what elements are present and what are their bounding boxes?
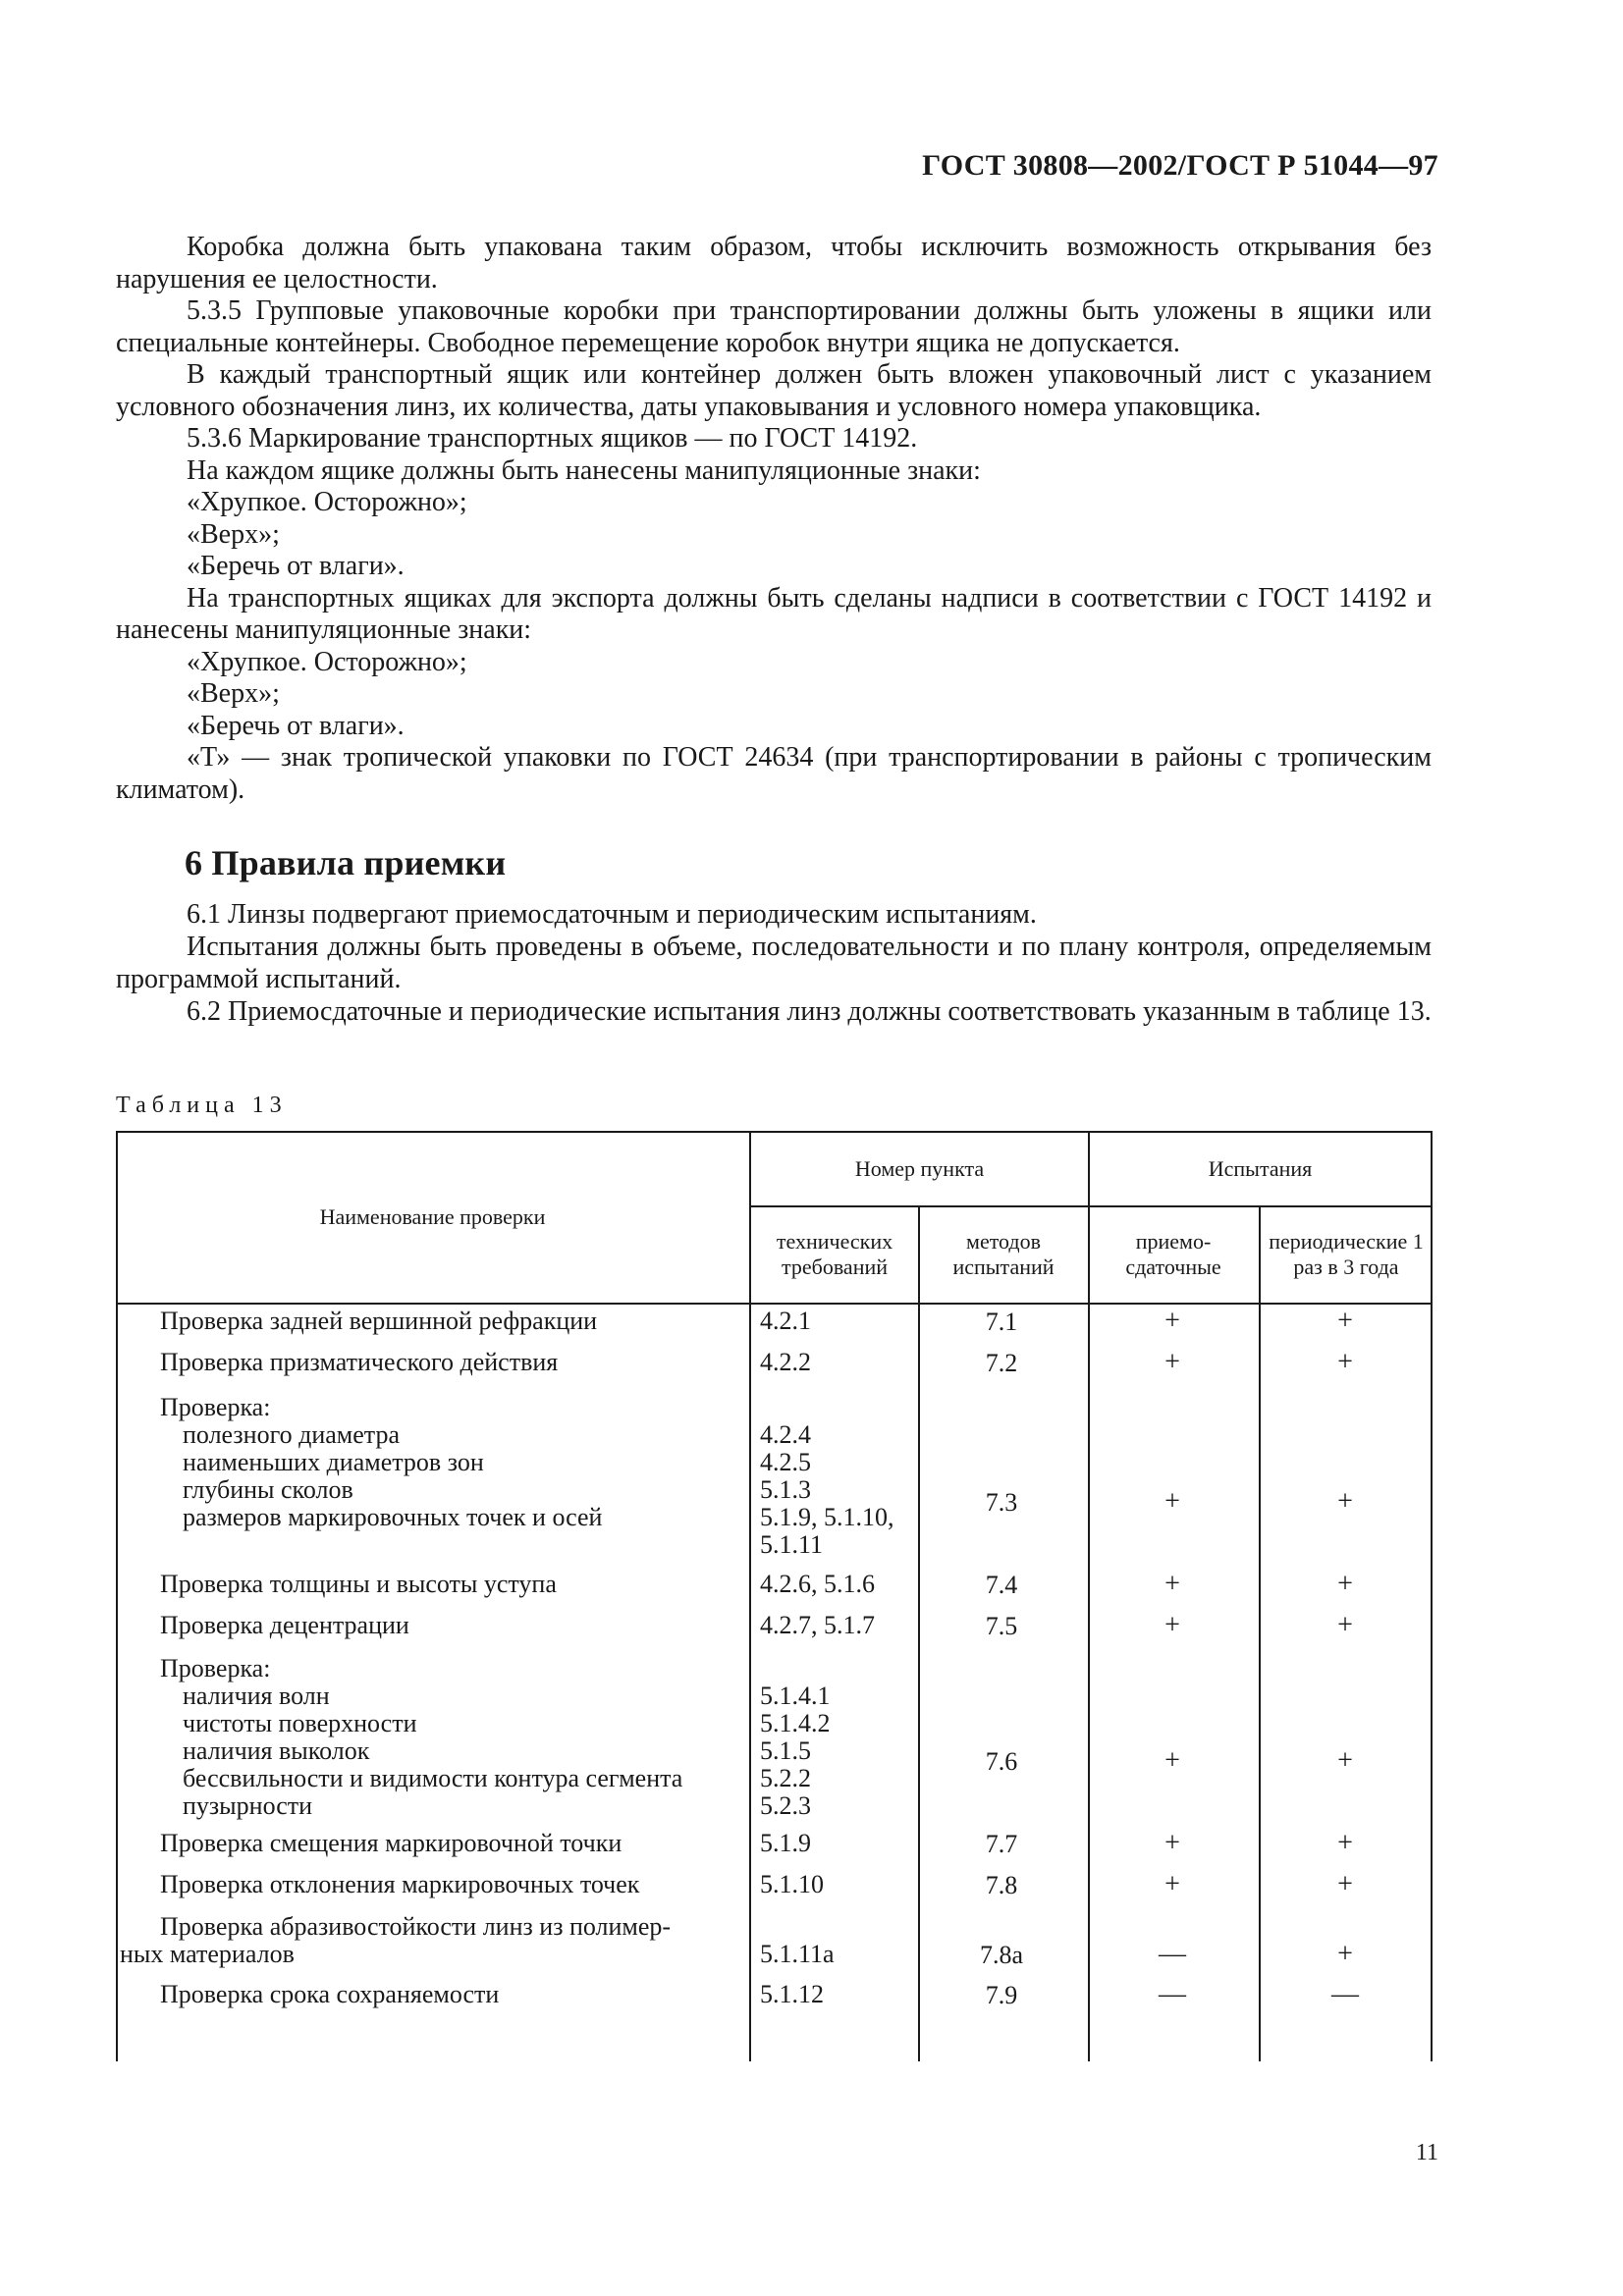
paragraph: «Хрупкое. Осторожно»; [187, 646, 467, 677]
paragraph: На транспортных ящиках для экспорта должны быть сделаны надписи в соответствии с ГОСТ 14192 и нанесены манипуляционные знаки: [116, 582, 1432, 645]
table-row-name: Проверка: наличия волн чистоты поверхности наличия выколок бессвильности и видимости контура сегмента пузырности [116, 1655, 744, 1820]
paragraph: «Хрупкое. Осторожно»; [187, 487, 467, 517]
paragraph: Коробка должна быть упакована таким образом, чтобы исключить возможность открывания без нарушения ее целостности. [116, 232, 1432, 294]
table-line [116, 1303, 1433, 1305]
header-tests-group: Испытания [1208, 1156, 1313, 1181]
table-row-subitem: наличия волн [183, 1682, 330, 1710]
table-row-name: Проверка призматического действия [160, 1348, 559, 1376]
table-cell-methods: 7.7 [985, 1830, 1018, 1858]
table-line [749, 1205, 1433, 1207]
table-cell-req: 5.1.4.1 5.1.4.2 5.1.5 5.2.2 5.2.3 [760, 1682, 831, 1820]
table-caption: Таблица 13 [116, 1093, 288, 1118]
table-cell-periodic: + [1337, 1610, 1353, 1640]
table-cell-periodic: + [1337, 1347, 1353, 1377]
table-cell-periodic: + [1337, 1828, 1353, 1858]
paragraph: 6.1 Линзы подвергают приемосдаточным и периодическим испытаниям. [187, 899, 1037, 930]
body-text-block [116, 232, 1432, 806]
table-cell-acceptance: + [1164, 1486, 1180, 1517]
table-cell-req: 5.1.10 [760, 1870, 824, 1898]
table-cell-periodic: + [1337, 1306, 1353, 1336]
table-row-name: Проверка толщины и высоты уступа [160, 1570, 557, 1598]
paragraph: 5.3.5 Групповые упаковочные коробки при транспортировании должны быть уложены в ящики или специальные контейнеры. Свободное перемещение коробок внутри ящика не допускается. [116, 295, 1432, 358]
table-cell-acceptance: + [1164, 1610, 1180, 1640]
table-cell-methods: 7.8 [985, 1871, 1018, 1899]
table-cell-periodic: + [1337, 1869, 1353, 1899]
table-cell-methods: 7.6 [985, 1747, 1018, 1776]
header-name: Наименование проверки [319, 1204, 546, 1229]
table-row-name: Проверка срока сохраняемости [160, 1980, 500, 2008]
header-req: технических требований [776, 1229, 893, 1279]
header-methods: методов испытаний [952, 1229, 1055, 1279]
table-row-subitem: глубины сколов [183, 1475, 353, 1504]
table-cell-acceptance: + [1164, 1745, 1180, 1776]
paragraph: На каждом ящике должны быть нанесены манипуляционные знаки: [187, 454, 981, 486]
table-row-subitem: наименьших диаметров зон [183, 1448, 484, 1476]
table-cell-acceptance: — [1159, 1979, 1186, 2009]
table-row-name: Проверка децентрации [160, 1611, 409, 1639]
table-line [749, 1131, 751, 2061]
table-cell-periodic: + [1337, 1939, 1353, 1969]
table-line [116, 1131, 1433, 1133]
table-row-name: Проверка задней вершинной рефракции [160, 1307, 598, 1335]
table-cell-req: 5.1.9 [760, 1829, 811, 1857]
table-cell-methods: 7.4 [985, 1571, 1018, 1599]
paragraph: «Верх»; [187, 678, 280, 709]
table-cell-acceptance: + [1164, 1306, 1180, 1336]
table-cell-periodic: + [1337, 1569, 1353, 1599]
table-cell-req: 4.2.2 [760, 1348, 811, 1376]
table-cell-acceptance: + [1164, 1569, 1180, 1599]
paragraph: 5.3.6 Маркирование транспортных ящиков — по ГОСТ 14192. [187, 423, 918, 454]
table-cell-req: 4.2.6, 5.1.6 [760, 1570, 875, 1598]
table-cell-methods: 7.8а [979, 1941, 1024, 1969]
table [116, 1131, 1433, 2061]
paragraph: «Беречь от влаги». [187, 551, 405, 581]
paragraph: В каждый транспортный ящик или контейнер должен быть вложен упаковочный лист с указанием условного обозначения линз, их количества, даты упаковывания и условного номера упаковщика. [116, 359, 1432, 422]
table-cell-acceptance: + [1164, 1347, 1180, 1377]
table-row-name: Проверка: полезного диаметра наименьших диаметров зон глубины сколов размеров маркировочных точек и осей [116, 1394, 744, 1531]
header-periodic: периодические 1 раз в 3 года [1269, 1229, 1424, 1279]
document-header: ГОСТ 30808—2002/ГОСТ Р 51044—97 [922, 149, 1438, 182]
table-row-subitem: наличия выколок [183, 1736, 370, 1765]
table-row-subitem: размеров маркировочных точек и осей [183, 1503, 603, 1531]
table-cell-req: 5.1.11а [760, 1940, 835, 1968]
section-title: 6 Правила приемки [185, 843, 507, 882]
paragraph: «Беречь от влаги». [187, 710, 405, 741]
header-number-group: Номер пункта [854, 1156, 985, 1181]
table-row-name: Проверка абразивостойкости линз из полимер- ных материалов [120, 1912, 672, 1968]
table-row-name: Проверка отклонения маркировочных точек [160, 1870, 640, 1898]
table-cell-methods: 7.3 [985, 1488, 1018, 1517]
table-cell-periodic: + [1337, 1745, 1353, 1776]
table-cell-req: 4.2.4 4.2.5 5.1.3 5.1.9, 5.1.10, 5.1.11 [760, 1420, 894, 1559]
paragraph: «Т» — знак тропической упаковки по ГОСТ 24634 (при транспортировании в районы с тропическим климатом). [116, 742, 1432, 805]
page-number: 11 [1415, 2140, 1438, 2165]
table-cell-periodic: + [1337, 1486, 1353, 1517]
table-cell-methods: 7.1 [985, 1308, 1018, 1336]
table-cell-methods: 7.5 [985, 1612, 1018, 1640]
table-cell-req: 4.2.1 [760, 1307, 811, 1335]
table-cell-methods: 7.2 [985, 1349, 1018, 1377]
table-cell-req: 5.1.12 [760, 1980, 824, 2008]
table-cell-acceptance: + [1164, 1869, 1180, 1899]
paragraph: 6.2 Приемосдаточные и периодические испытания линз должны соответствовать указанным в таблице 13. [187, 996, 1432, 1027]
table-cell-acceptance: + [1164, 1828, 1180, 1858]
table-cell-acceptance: — [1159, 1939, 1186, 1969]
table-row-subitem: чистоты поверхности [183, 1709, 417, 1737]
table-cell-periodic: — [1331, 1979, 1359, 2009]
table-row-subitem: бессвильности и видимости контура сегмента [183, 1764, 683, 1792]
header-acceptance: приемо-сдаточные [1125, 1229, 1221, 1279]
table-row-subitem: пузырности [183, 1791, 313, 1820]
table-cell-methods: 7.9 [985, 1981, 1018, 2009]
section-text-block [116, 898, 1432, 1028]
table-row-name: Проверка смещения маркировочной точки [160, 1829, 622, 1857]
paragraph: «Верх»; [187, 518, 280, 550]
table-cell-req: 4.2.7, 5.1.7 [760, 1611, 875, 1639]
paragraph: Испытания должны быть проведены в объеме, последовательности и по плану контроля, определяемым программой испытаний. [116, 932, 1432, 994]
table-row-subitem: полезного диаметра [183, 1420, 400, 1449]
